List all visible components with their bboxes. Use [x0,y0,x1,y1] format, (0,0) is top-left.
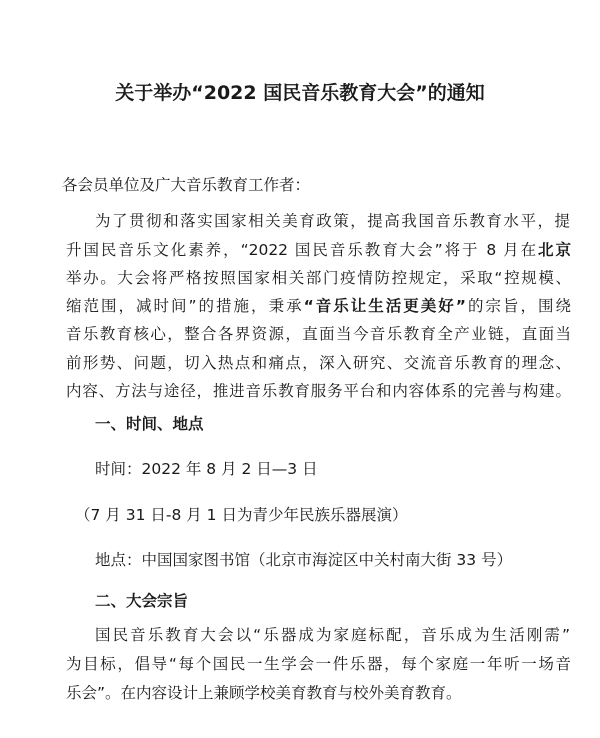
salutation: 各会员单位及广大音乐教育工作者： [62,176,311,194]
intro-line-2-text: 升国民音乐文化素养，“2022 国民音乐教育大会”将于 8 月在 [66,241,539,259]
intro-line-1: 为了贯彻和落实国家相关美育政策，提高我国音乐教育水平，提 [95,212,570,230]
purpose-line-2: 为目标，倡导“每个国民一生学会一件乐器，每个家庭一年听一场音 [66,655,571,673]
purpose-line-3: 乐会”。在内容设计上兼顾学校美育教育与校外美育教育。 [66,684,462,702]
event-time: 时间：2022 年 8 月 2 日—3 日 [95,460,318,478]
intro-slogan-highlight: “音乐让生活更美好” [303,297,466,315]
intro-location-highlight: 北京 [538,241,571,259]
intro-line-4-prefix: 缩范围，减时间”的措施，秉承 [66,297,304,315]
intro-line-5: 音乐教育核心，整合各界资源，直面当今音乐教育全产业链，直面当 [66,325,571,343]
section-2-heading: 二、大会宗旨 [95,592,189,610]
intro-line-3: 举办。大会将严格按照国家相关部门疫情防控规定，采取“控规模、 [66,269,571,287]
intro-line-2 [66,239,571,261]
intro-line-4 [66,295,571,317]
notice-title: 关于举办“2022 国民音乐教育大会”的通知 [115,82,485,104]
intro-line-7: 内容、方法与途径，推进音乐教育服务平台和内容体系的完善与构建。 [66,382,571,400]
event-place: 地点：中国国家图书馆（北京市海淀区中关村南大街 33 号） [95,551,513,569]
section-1-heading: 一、时间、地点 [95,415,204,433]
event-time-note: （7 月 31 日-8 月 1 日为青少年民族乐器展演） [75,506,408,524]
intro-line-6: 前形势、问题，切入热点和痛点，深入研究、交流音乐教育的理念、 [66,354,571,372]
intro-line-4-suffix: 的宗旨，围绕 [465,297,572,315]
purpose-line-1: 国民音乐教育大会以“乐器成为家庭标配，音乐成为生活刚需” [95,626,570,644]
